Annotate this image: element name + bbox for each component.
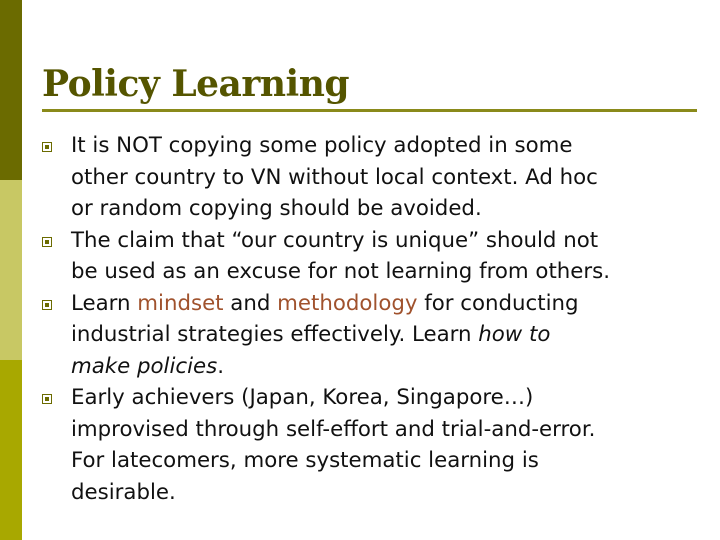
bullet-text-line: [71, 351, 702, 383]
bullet-item: [42, 288, 702, 383]
bullet-text-line: or random copying should be avoided.: [71, 196, 482, 221]
bullet-list: [42, 130, 702, 508]
bullet-text-line: Early achievers (Japan, Korea, Singapore…): [71, 385, 534, 410]
bullet-text-line: The claim that “our country is unique” should not: [71, 227, 599, 253]
bullet-item: [42, 225, 702, 288]
text-run: for conducting: [417, 290, 579, 316]
bullet-text-line: [71, 319, 702, 351]
bullet-item: [42, 130, 702, 225]
bullet-text-line: desirable.: [71, 479, 176, 505]
side-bar-segment-bottom: [0, 360, 22, 540]
bullet-item: [42, 382, 702, 508]
highlight-mindset: mindset: [137, 290, 224, 316]
bullet-text-line: It is NOT copying some policy adopted in some: [71, 133, 573, 158]
square-bullet-icon: [42, 142, 52, 152]
italic-how-to: how to: [478, 322, 551, 347]
side-bar-segment-middle: [0, 180, 22, 360]
bullet-text-line: improvised through self-effort and trial-and-error.: [71, 416, 596, 442]
text-run: Learn: [71, 290, 138, 316]
side-color-bar: [0, 0, 22, 540]
slide-title: Policy Learning: [42, 63, 350, 105]
bullet-text-line: be used as an excuse for not learning from others.: [71, 259, 611, 284]
bullet-text-line: [71, 288, 702, 320]
side-bar-segment-top: [0, 0, 22, 180]
square-bullet-icon: [42, 300, 52, 310]
title-underline: [42, 109, 697, 112]
text-run: industrial strategies effectively. Learn: [71, 322, 479, 347]
text-run: and: [223, 290, 278, 316]
italic-make-policies: make policies: [71, 353, 218, 379]
text-run: .: [217, 353, 224, 379]
bullet-text-line: For latecomers, more systematic learning is: [71, 448, 539, 473]
highlight-methodology: methodology: [277, 290, 418, 316]
square-bullet-icon: [42, 394, 52, 404]
bullet-text-line: other country to VN without local context. Ad hoc: [71, 164, 598, 190]
square-bullet-icon: [42, 237, 52, 247]
